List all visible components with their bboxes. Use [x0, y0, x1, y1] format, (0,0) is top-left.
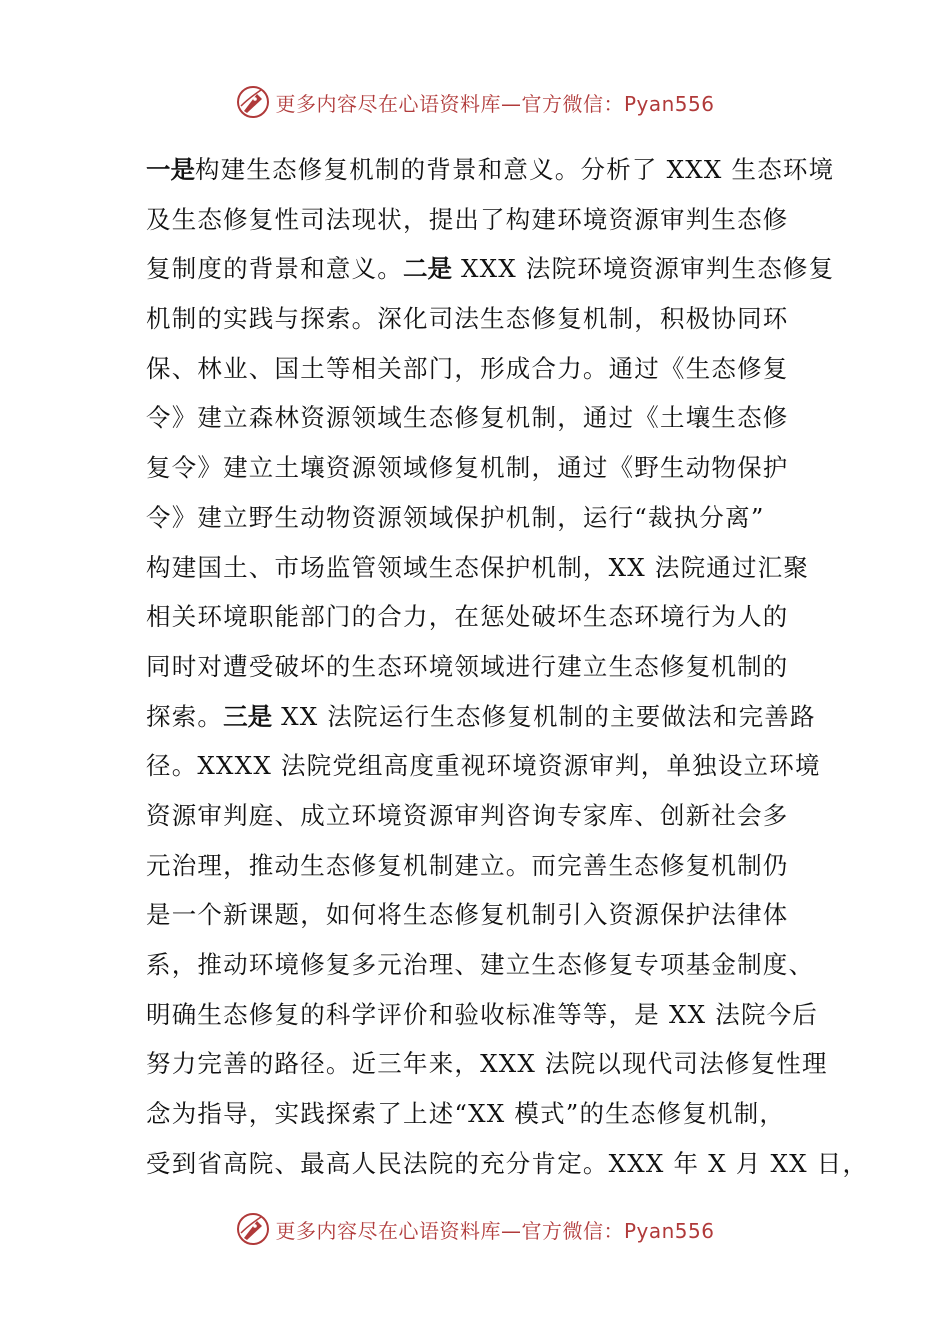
- text-line: [146, 1144, 869, 1194]
- banner-text: 更多内容尽在心语资料库—官方微信：Pyan556: [275, 1218, 715, 1243]
- body-text: XX 法院运行生态修复机制的主要做法和完善路: [272, 701, 816, 731]
- text-line: [146, 945, 816, 995]
- text-line: [146, 1094, 816, 1144]
- body-text: 构建国土、市场监管领域生态保护机制，XX 法院通过汇聚: [146, 552, 810, 582]
- body-text: 复令》建立土壤资源领域修复机制，通过《野生动物保护: [146, 453, 789, 483]
- body-text: 同时对遭受破坏的生态环境领域进行建立生态修复机制的: [146, 651, 789, 681]
- body-text: 机制的实践与探索。深化司法生态修复机制，积极协同环: [146, 304, 789, 334]
- text-line: [146, 1044, 828, 1094]
- body-text: 及生态修复性司法现状，提出了构建环境资源审判生态修: [146, 204, 789, 234]
- footer-banner: [0, 1209, 950, 1249]
- document-body: [146, 150, 869, 1193]
- body-text: 明确生态修复的科学评价和验收标准等等，是 XX 法院今后: [146, 999, 819, 1029]
- text-line: [146, 299, 816, 349]
- text-line: [146, 995, 819, 1045]
- body-text: 径。XXXX 法院党组高度重视环境资源审判，单独设立环境: [146, 751, 821, 781]
- body-text: 系，推动环境修复多元治理、建立生态修复专项基金制度、: [146, 950, 815, 979]
- bold-lead-text: 一是: [146, 155, 195, 184]
- body-text: XXX 法院环境资源审判生态修复: [452, 254, 835, 284]
- body-text: 受到省高院、最高人民法院的充分肯定。XXX 年 X 月 XX 日，: [146, 1148, 869, 1178]
- text-line: [146, 548, 816, 598]
- text-line: [146, 796, 816, 846]
- body-text: 保、林业、国土等相关部门，形成合力。通过《生态修复: [146, 353, 789, 383]
- text-line: [146, 150, 835, 200]
- text-line: [146, 895, 816, 945]
- text-line: [146, 697, 816, 747]
- body-text: 元治理，推动生态修复机制建立。而完善生态修复机制仍: [146, 850, 789, 880]
- pen-nib-logo-icon: [235, 84, 271, 120]
- body-text: 努力完善的路径。近三年来，XXX 法院以现代司法修复性理: [146, 1049, 828, 1079]
- body-text: 资源审判庭、成立环境资源审判咨询专家库、创新社会多: [146, 800, 789, 830]
- body-text: 相关环境职能部门的合力，在惩处破坏生态环境行为人的: [146, 602, 789, 632]
- body-text: 构建生态修复机制的背景和意义。分析了 XXX 生态环境: [195, 155, 835, 184]
- text-line: [146, 846, 816, 896]
- text-line: [146, 249, 835, 299]
- bold-lead-text: 三是: [223, 701, 273, 731]
- body-text: 探索。: [146, 701, 224, 731]
- body-text: 令》建立森林资源领域生态修复机制，通过《土壤生态修: [146, 403, 789, 433]
- pen-nib-logo-icon: [235, 1211, 271, 1247]
- text-line: [146, 647, 816, 697]
- text-line: [146, 498, 816, 548]
- text-line: [146, 349, 816, 399]
- body-text: 念为指导，实践探索了上述“XX 模式”的生态修复机制，: [146, 1099, 786, 1129]
- body-text: 是一个新课题，如何将生态修复机制引入资源保护法律体: [146, 900, 789, 930]
- text-line: [146, 746, 821, 796]
- text-line: [146, 597, 816, 647]
- banner-text: 更多内容尽在心语资料库—官方微信：Pyan556: [275, 91, 715, 116]
- text-line: [146, 200, 816, 250]
- body-text: 复制度的背景和意义。: [146, 254, 403, 284]
- text-line: [146, 398, 816, 448]
- text-line: [146, 448, 816, 498]
- header-banner: [0, 82, 950, 122]
- bold-lead-text: 二是: [403, 254, 452, 284]
- body-text: 令》建立野生动物资源领域保护机制，运行“裁执分离”: [146, 502, 765, 532]
